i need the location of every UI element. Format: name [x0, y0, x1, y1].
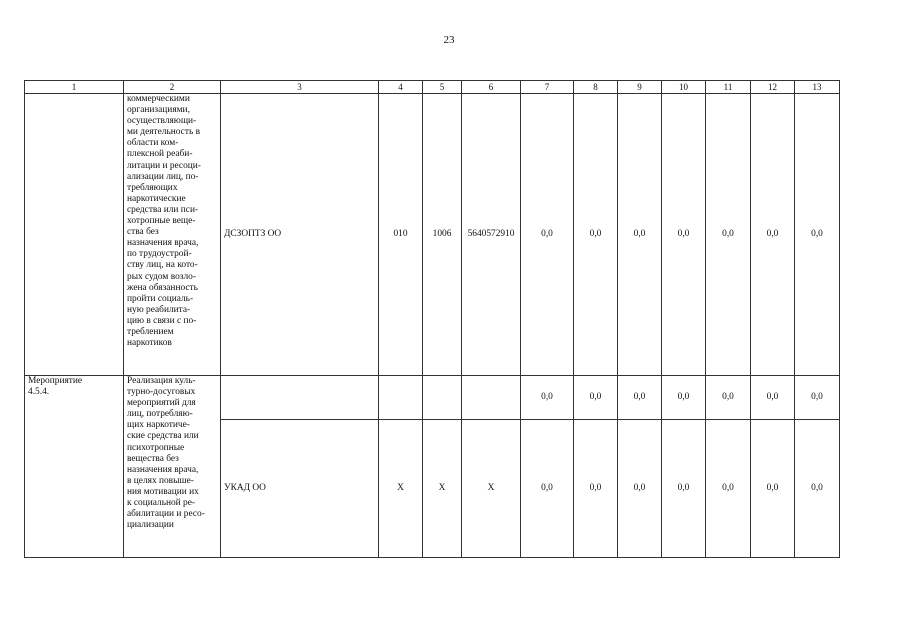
code-cell: 5640572910 — [462, 94, 521, 376]
code-cell: 010 — [379, 94, 423, 376]
column-number: 2 — [124, 81, 221, 94]
page-number: 23 — [443, 34, 455, 46]
column-number: 6 — [462, 81, 521, 94]
executor-cell — [221, 376, 379, 420]
executor-cell: ДСЗОПТЗ ОО — [221, 94, 379, 376]
value-cell: 0,0 — [795, 420, 840, 558]
code-cell: Х — [379, 420, 423, 558]
column-number: 13 — [795, 81, 840, 94]
value-cell: 0,0 — [706, 420, 751, 558]
value-cell: 0,0 — [618, 94, 662, 376]
value-cell: 0,0 — [521, 94, 574, 376]
measure-label: Мероприятие 4.5.4. — [25, 376, 124, 558]
value-cell: 0,0 — [521, 376, 574, 420]
value-cell: 0,0 — [706, 376, 751, 420]
code-cell — [423, 376, 462, 420]
value-cell: 0,0 — [574, 94, 618, 376]
code-cell — [379, 376, 423, 420]
column-number: 8 — [574, 81, 618, 94]
value-cell: 0,0 — [795, 376, 840, 420]
code-cell — [462, 376, 521, 420]
table-row — [25, 376, 840, 420]
value-cell: 0,0 — [574, 376, 618, 420]
value-cell: 0,0 — [574, 420, 618, 558]
column-number: 3 — [221, 81, 379, 94]
value-cell: 0,0 — [751, 420, 795, 558]
value-cell: 0,0 — [751, 94, 795, 376]
column-number: 1 — [25, 81, 124, 94]
code-cell: Х — [462, 420, 521, 558]
value-cell: 0,0 — [751, 376, 795, 420]
column-number: 7 — [521, 81, 574, 94]
column-number: 12 — [751, 81, 795, 94]
code-cell: 1006 — [423, 94, 462, 376]
column-number: 11 — [706, 81, 751, 94]
value-cell: 0,0 — [618, 376, 662, 420]
column-number-row — [25, 81, 840, 94]
value-cell: 0,0 — [795, 94, 840, 376]
measure-description: коммерческими организациями, осуществляющи- ми деятельность в области ком- плексной реаби- литации и ресоци- ализации лиц, по- требляющих наркотические средства или пси- хотропные веще- ства без назначения врача, по трудоустрой- ству лиц, на кото- рых судом возло- жена обязанность пройти социаль- ную реабилита- цию в связи с по- треблением наркотиков — [124, 94, 221, 376]
table-row — [25, 94, 840, 376]
column-number: 9 — [618, 81, 662, 94]
executor-cell: УКАД ОО — [221, 420, 379, 558]
column-number: 5 — [423, 81, 462, 94]
column-number: 10 — [662, 81, 706, 94]
budget-table — [24, 80, 840, 558]
value-cell: 0,0 — [662, 94, 706, 376]
measure-description: Реализация куль- турно-досуговых мероприятий для лиц, потребляю- щих наркотиче- ские средства или психотропные вещества без назначения врача, в целях повыше- ния мотивации их к социальной ре- абилитации и ресо- циализации — [124, 376, 221, 558]
measure-label — [25, 94, 124, 376]
value-cell: 0,0 — [521, 420, 574, 558]
code-cell: Х — [423, 420, 462, 558]
column-number: 4 — [379, 81, 423, 94]
value-cell: 0,0 — [662, 420, 706, 558]
value-cell: 0,0 — [662, 376, 706, 420]
value-cell: 0,0 — [706, 94, 751, 376]
value-cell: 0,0 — [618, 420, 662, 558]
